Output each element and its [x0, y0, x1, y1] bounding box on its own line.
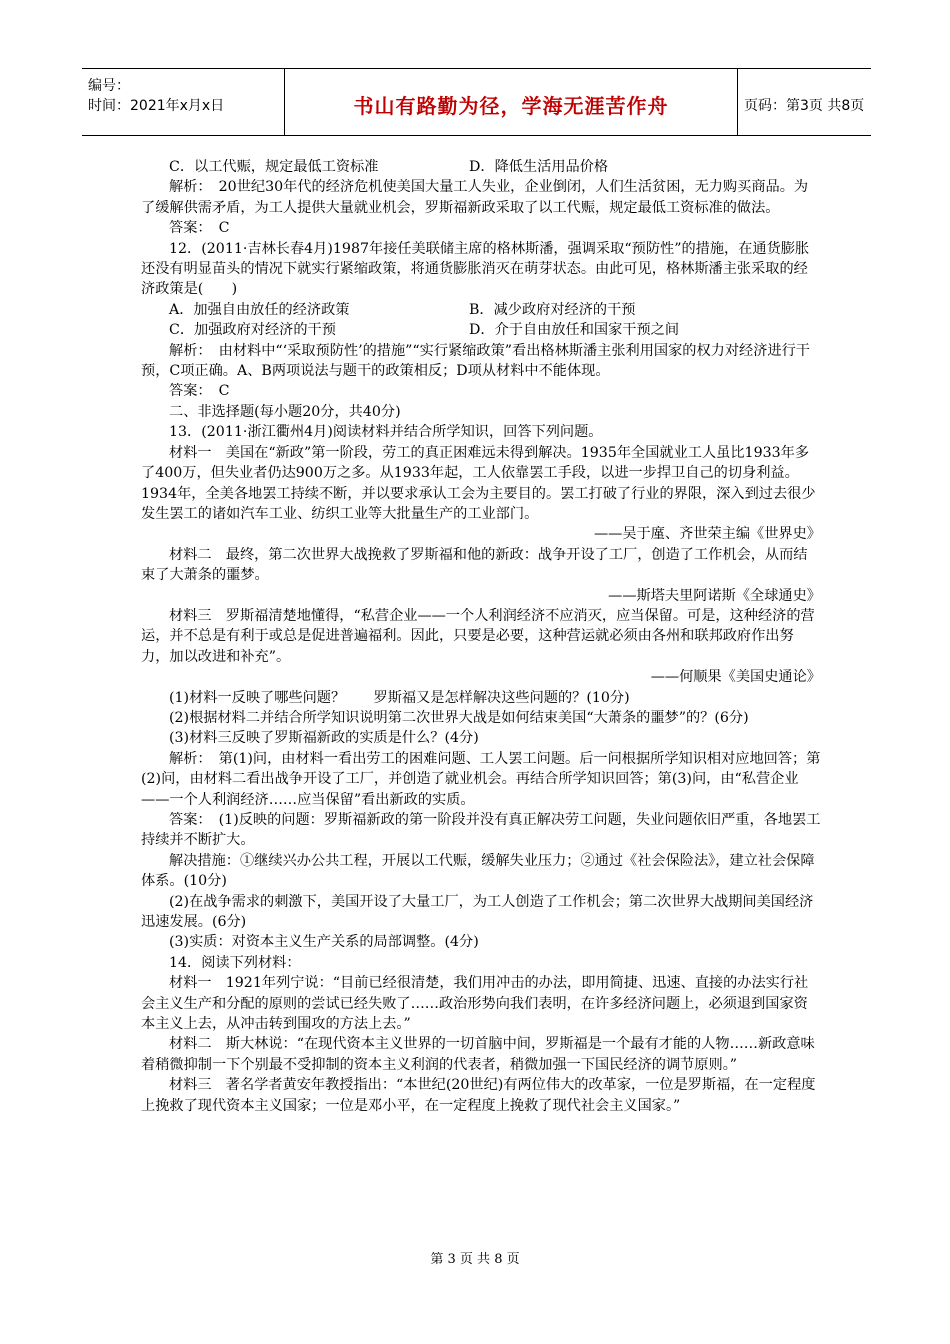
paragraph: 答案： C — [169, 220, 230, 237]
paragraph: 12．(2011·吉林长春4月)1987年接任美联储主席的格林斯潘，强调采取“预防性”的措施，在通货膨胀还没有明显苗头的情况下就实行紧缩政策，将通货膨胀消灭在萌芽状态。由此可见，格林斯潘主张采取的经济政策是( ) — [141, 240, 810, 298]
header-motto-cell — [284, 69, 738, 135]
option: C．加强政府对经济的干预 — [169, 322, 336, 339]
page-footer: 第 3 页 共 8 页 — [430, 1252, 520, 1267]
header-page-cell — [736, 69, 871, 135]
option: A．加强自由放任的经济政策 — [169, 301, 350, 318]
paragraph: (3)材料三反映了罗斯福新政的实质是什么？(4分) — [169, 730, 479, 747]
option: D．介于自由放任和国家干预之间 — [469, 322, 680, 339]
document-number-label: 编号： — [88, 78, 130, 94]
header-page-number: 页码：第3页 共8页 — [744, 98, 865, 114]
paragraph: 答案： C — [169, 383, 230, 400]
source-citation: ——斯塔夫里阿诺斯《全球通史》 — [608, 587, 821, 604]
header-info-cell — [82, 69, 284, 135]
paragraph: 材料二 最终，第二次世界大战挽救了罗斯福和他的新政：战争开设了工厂，创造了工作机会，从而结束了大萧条的噩梦。 — [141, 546, 808, 584]
paragraph: 解析： 第(1)问，由材料一看出劳工的困难问题、工人罢工问题。后一问根据所学知识相对应地回答；第(2)问，由材料二看出战争开设了工厂，并创造了就业机会。再结合所学知识回答；第(3)问，由“私营企业——一个人利润经济……应当保留”看出新政的实质。 — [141, 750, 821, 808]
paragraph: (1)材料一反映了哪些问题？ 罗斯福又是怎样解决这些问题的？(10分) — [169, 689, 630, 706]
paragraph: 材料一 1921年列宁说：“目前已经很清楚，我们用冲击的办法，即用简捷、迅速、直接的办法实行社会主义生产和分配的原则的尝试已经失败了……政治形势向我们表明，在许多经济问题上，必须退到国家资本主义上去，从冲击转到围攻的方法上去。” — [141, 975, 809, 1033]
answer-options-row — [141, 320, 821, 340]
header-motto: 书山有路勤为径，学海无涯苦作舟 — [353, 94, 669, 118]
paragraph: 材料三 著名学者黄安年教授指出：“本世纪(20世纪)有两位伟大的改革家，一位是罗斯福，在一定程度上挽救了现代资本主义国家；一位是邓小平，在一定程度上挽救了现代社会主义国家。” — [141, 1077, 816, 1114]
paragraph: 材料一 美国在“新政”第一阶段，劳工的真正困难远未得到解决。1935年全国就业工人虽比1933年多了400万，但失业者仍达900万之多。从1933年起，工人依靠罢工手段，以进一步捍卫自己的切身利益。1934年，全美各地罢工持续不断，并以要求承认工会为主要目的。罢工打破了行业的界限，深入到过去很少发生罢工的诸如汽车工业、纺织工业等大批量生产的工业部门。 — [141, 444, 816, 522]
source-citation: ——何顺果《美国史通论》 — [650, 669, 821, 686]
paragraph: 13．(2011·浙江衢州4月)阅读材料并结合所学知识，回答下列问题。 — [169, 424, 603, 441]
option: C．以工代赈，规定最低工资标准 — [169, 159, 379, 175]
paragraph: 解析： 由材料中“‘采取预防性’的措施”“实行紧缩政策”看出格林斯潘主张利用国家的权力对经济进行干预，C项正确。A、B两项说法与题干的政策相反；D项从材料中不能体现。 — [141, 342, 810, 380]
paragraph: (2)根据材料二并结合所学知识说明第二次世界大战是如何结束美国“大萧条的噩梦”的？(6分) — [169, 709, 749, 726]
document-date-label: 时间：2021年x月x日 — [88, 98, 225, 114]
answer-options-row — [141, 157, 821, 177]
paragraph: 材料二 斯大林说：“在现代资本主义世界的一切首脑中间，罗斯福是一个最有才能的人物……新政意味着稍微抑制一下个别最不受抑制的资本主义利润的代表者，稍微加强一下国民经济的调节原则。” — [141, 1036, 815, 1073]
answer-options-row — [141, 300, 821, 320]
document-body — [141, 157, 821, 1116]
option: B．减少政府对经济的干预 — [469, 301, 636, 318]
page-header — [82, 68, 871, 136]
paragraph: (2)在战争需求的刺激下，美国开设了大量工厂，为工人创造了工作机会；第二次世界大战期间美国经济迅速发展。(6分) — [141, 893, 814, 931]
paragraph: 14．阅读下列材料： — [169, 954, 301, 971]
paragraph: (3)实质：对资本主义生产关系的局部调整。(4分) — [169, 934, 479, 951]
paragraph: 解析： 20世纪30年代的经济危机使美国大量工人失业，企业倒闭，人们生活贫困，无力购买商品。为了缓解供需矛盾，为工人提供大量就业机会，罗斯福新政采取了以工代赈，规定最低工资标准的做法。 — [141, 179, 809, 216]
option: D．降低生活用品价格 — [469, 159, 609, 175]
paragraph: 解决措施：①继续兴办公共工程，开展以工代赈，缓解失业压力；②通过《社会保险法》，建立社会保障体系。(10分) — [141, 852, 815, 890]
source-citation: ——吴于廑、齐世荣主编《世界史》 — [593, 526, 821, 543]
paragraph: 答案： (1)反映的问题：罗斯福新政的第一阶段并没有真正解决劳工问题，失业问题依旧严重，各地罢工持续并不断扩大。 — [141, 812, 821, 849]
paragraph: 材料三 罗斯福清楚地懂得，“私营企业——一个人利润经济不应消灭，应当保留。可是，这种经济的营运，并不总是有利于或总是促进普遍福利。因此，只要是必要，这种营运就必须由各州和联邦政府作出努力，加以改进和补充”。 — [141, 607, 815, 665]
paragraph: 二、非选择题(每小题20分，共40分) — [169, 403, 401, 420]
